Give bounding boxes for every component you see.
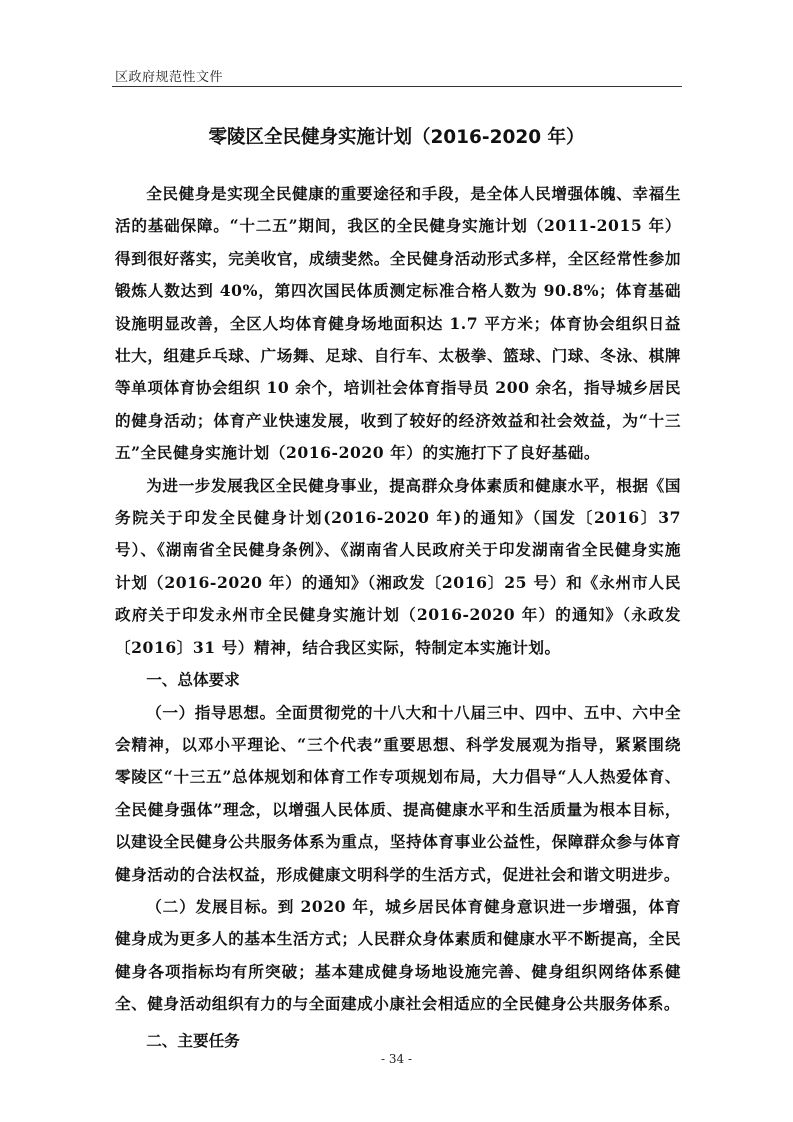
guiding-ideology-paragraph: （一）指导思想。全面贯彻党的十八大和十八届三中、四中、五中、六中全会精神，以邓小平理论、“三个代表”重要思想、科学发展观为指导，紧紧围绕零陵区“十三五”总体规划和体育工作专项规划布局，大力倡导“人人热爱体育、全民健身强体”理念，以增强人民体质、提高健康水平和生活质量为根本目标，以建设全民健身公共服务体系为重点，坚持体育事业公益性，保障群众参与体育健身活动的合法权益，形成健康文明科学的生活方式，促进社会和谐文明进步。 xyxy=(115,702,681,884)
intro-paragraph: 全民健身是实现全民健康的重要途径和手段，是全体人民增强体魄、幸福生活的基础保障。“十二五”期间，我区的全民健身实施计划（2011-2015 年）得到很好落实，完美收官，成绩斐然。全民健身活动形式多样，全区经常性参加锻炼人数达到 40%，第四次国民体质测定标准合格人数为 90.8%；体育基础设施明显改善，全区人均体育健身场地面积达 1.7 平方米；体育协会组织日益壮大，组建乒乓球、广场舞、足球、自行车、太极拳、篮球、门球、冬泳、棋牌等单项体育协会组织 10 余个，培训社会体育指导员 200 余名，指导城乡居民的健身活动；体育产业快速发展，收到了较好的经济效益和社会效益，为“十三五”全民健身实施计划（2016-2020 年）的实施打下了良好基础。 xyxy=(115,184,681,463)
section-heading-general-requirements: 一、总体要求 xyxy=(146,671,240,690)
document-category-label: 区政府规范性文件 xyxy=(115,70,224,85)
section-heading-main-tasks: 二、主要任务 xyxy=(146,1031,240,1050)
development-goal-paragraph: （二）发展目标。到 2020 年，城乡居民体育健身意识进一步增强，体育健身成为更多人的基本生活方式；人民群众身体素质和健康水平不断提高，全民健身各项指标均有所突破；基本建成健身场地设施完善、健身组织网络体系健全、健身活动组织有力的与全面建成小康社会相适应的全民健身公共服务体系。 xyxy=(115,896,681,1014)
page-number: - 34 - xyxy=(380,1052,412,1066)
document-title: 零陵区全民健身实施计划（2016-2020 年） xyxy=(208,127,585,148)
basis-paragraph: 为进一步发展我区全民健身事业，提高群众身体素质和健康水平，根据《国务院关于印发全民健身计划(2016-2020 年)的通知》（国发〔2016〕37 号）、《湖南省全民健身条例》、《湖南省人民政府关于印发湖南省全民健身实施计划（2016-2020 年）的通知》（湘政发〔2016〕25 号）和《永州市人民政府关于印发永州市全民健身实施计划（2016-2020 年）的通知》（永政发〔2016〕31 号）精神，结合我区实际，特制定本实施计划。 xyxy=(115,475,681,657)
document-body xyxy=(115,178,681,1057)
header-divider xyxy=(112,86,682,87)
